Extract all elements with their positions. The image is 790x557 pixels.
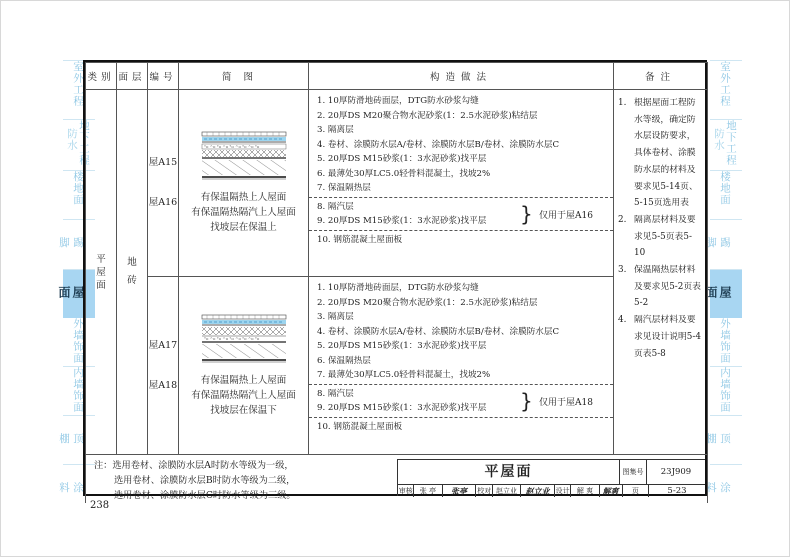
review-label: 审核 <box>398 487 413 495</box>
reviewer-name: 张 亭 <box>414 485 442 497</box>
side-tab-interior-wall[interactable]: 内墙饰面 <box>63 366 95 415</box>
signature-row <box>398 485 705 497</box>
step: 10. 钢筋混凝土屋面板 <box>317 234 403 245</box>
header-diagram: 简图 <box>179 63 309 90</box>
step: 4. 卷材、涂膜防水层A/卷材、涂膜防水层B/卷材、涂膜防水层C <box>317 326 560 337</box>
side-tab-skirting[interactable]: 踢 脚 <box>710 219 742 269</box>
note-line: 选用卷材、涂膜防水层A时防水等级为一级， <box>112 460 294 471</box>
header-remarks: 备注 <box>614 63 708 90</box>
dashed-divider <box>309 384 613 385</box>
side-tab-outdoor[interactable]: 室外工程 <box>63 60 95 119</box>
note-line: 选用卷材、涂膜防水层C时防水等级为三级。 <box>114 490 296 501</box>
header-method: 构造做法 <box>309 63 614 90</box>
method-cell <box>309 90 614 277</box>
side-tab-outdoor[interactable]: 室外工程 <box>710 60 742 119</box>
diagram-cell <box>179 90 309 277</box>
side-tab-ceiling[interactable]: 顶 棚 <box>63 415 95 464</box>
side-tab-floor[interactable]: 楼地面 <box>63 170 95 219</box>
roof-section-diagram <box>201 131 287 183</box>
remark-item: 3. 保温隔热层材料及要求见5-2页表5-2 <box>618 265 701 309</box>
header-category: 类别 <box>86 63 117 90</box>
optional-step-group <box>317 387 613 416</box>
table-row <box>86 90 708 277</box>
proof-label: 校对 <box>477 487 492 495</box>
remarks-list <box>614 90 707 362</box>
dashed-divider <box>309 197 613 198</box>
side-tab-interior-wall[interactable]: 内墙饰面 <box>710 366 742 415</box>
step: 6. 最薄处30厚LC5.0轻骨料混凝土，找坡2% <box>317 168 491 179</box>
header-code: 编号 <box>148 63 179 90</box>
brace-icon: } <box>520 201 533 226</box>
page-label: 页 <box>623 485 649 497</box>
remarks-cell <box>614 90 708 455</box>
svg-text:°o ^o °o ^o °o ^o °o ^o °o: °o ^o °o ^o °o ^o °o ^o °o <box>203 144 259 149</box>
code-label: 屋A18 <box>148 379 178 391</box>
remark-item: 2. 隔离层材料及要求见5-5页表5-10 <box>618 214 696 259</box>
title-block <box>397 459 705 496</box>
construction-table <box>85 62 708 503</box>
remark-item: 4. 隔汽层材料及要求见设计说明5-4页表5-8 <box>618 315 701 359</box>
svg-text:°o ^o °o ^o °o ^o °o ^o °o: °o ^o °o ^o °o ^o °o ^o °o <box>203 335 259 341</box>
table-header-row <box>86 63 708 90</box>
proofer-name: 赵立业 <box>493 485 521 497</box>
dashed-divider <box>309 417 613 418</box>
side-tab-waterproof[interactable]: 防水地下工程 <box>710 119 742 170</box>
side-tab-ceiling[interactable]: 顶 棚 <box>710 415 742 464</box>
step: 9. 20厚DS M15砂浆(1：3水泥砂浆)找平层 <box>317 403 487 413</box>
design-label: 设计 <box>555 487 570 495</box>
step: 10. 钢筋混凝土屋面板 <box>317 421 403 432</box>
page-number: 238 <box>90 500 110 511</box>
surface-cell: 地砖 <box>117 90 148 455</box>
remark-item: 1. 根据屋面工程防水等级，确定防水层设防要求，具体卷材、涂膜防水层的材料及要求见5-14页、5-15页选用表 <box>618 98 698 209</box>
header-surface: 面层 <box>117 63 148 90</box>
code-label: 屋A15 <box>148 157 178 168</box>
designer-signature: 解爽 <box>600 485 623 497</box>
diagram-caption: 有保温隔热上人屋面 有保温隔热隔汽上人屋面 找坡层在保温下 <box>191 374 296 416</box>
code-cell <box>148 277 179 455</box>
optional-note: 仅用于屋A16 <box>539 210 593 221</box>
side-tab-waterproof[interactable]: 防水地下工程 <box>63 119 95 170</box>
step: 8. 隔汽层 <box>317 201 354 212</box>
side-tab-skirting[interactable]: 踢 脚 <box>63 219 95 269</box>
optional-step-group <box>317 200 613 229</box>
step: 3. 隔离层 <box>317 312 354 322</box>
optional-note: 仅用于屋A18 <box>539 397 593 408</box>
drawing-title: 平屋面 <box>484 464 533 480</box>
construction-steps <box>309 90 613 247</box>
step: 2. 20厚DS M20聚合物水泥砂浆(1：2.5水泥砂浆)粘结层 <box>317 110 538 121</box>
step: 8. 隔汽层 <box>317 388 354 399</box>
right-side-tabs <box>704 60 742 513</box>
dashed-divider <box>309 230 613 231</box>
atlas-label: 图集号 <box>619 460 646 484</box>
step: 2. 20厚DS M20聚合物水泥砂浆(1：2.5水泥砂浆)粘结层 <box>317 297 538 308</box>
atlas-number: 23J909 <box>646 460 705 484</box>
construction-steps <box>309 277 613 434</box>
drawing-frame <box>83 60 707 501</box>
side-tab-exterior-wall[interactable]: 外墙饰面 <box>72 318 84 364</box>
diagram-caption: 有保温隔热上人屋面 有保温隔热隔汽上人屋面 找坡层在保温上 <box>191 192 296 233</box>
step: 5. 20厚DS M15砂浆(1：3水泥砂浆)找平层 <box>317 341 487 351</box>
side-tab-exterior-wall[interactable]: 外墙饰面 <box>719 318 731 364</box>
method-cell <box>309 277 614 455</box>
proofer-signature: 赵立业 <box>521 485 555 497</box>
step: 1. 10厚防滑地砖面层，DTG防水砂浆勾缝 <box>317 96 479 106</box>
step: 3. 隔离层 <box>317 125 354 135</box>
page-code: 5-23 <box>667 486 687 496</box>
side-tab-roof[interactable]: 屋 面 <box>710 269 742 318</box>
step: 7. 最薄处30厚LC5.0轻骨料混凝土，找坡2% <box>317 370 491 380</box>
code-label: 屋A16 <box>148 197 178 208</box>
code-cell <box>148 90 179 277</box>
note-line: 选用卷材、涂膜防水层B时防水等级为二级， <box>114 475 296 486</box>
reviewer-signature: 张亭 <box>443 485 477 497</box>
designer-name: 解 爽 <box>571 485 599 497</box>
brace-icon: } <box>520 388 533 413</box>
step: 6. 保温隔热层 <box>317 355 371 366</box>
step: 7. 保温隔热层 <box>317 183 371 193</box>
step: 1. 10厚防滑地砖面层，DTG防水砂浆勾缝 <box>317 283 479 293</box>
code-label: 屋A17 <box>148 339 178 351</box>
step: 4. 卷材、涂膜防水层A/卷材、涂膜防水层B/卷材、涂膜防水层C <box>317 139 560 150</box>
step: 9. 20厚DS M15砂浆(1：3水泥砂浆)找平层 <box>317 216 487 226</box>
side-tab-roof[interactable]: 屋 面 <box>63 269 95 318</box>
side-tab-floor[interactable]: 楼地面 <box>710 170 742 219</box>
diagram-cell <box>179 277 309 455</box>
side-tab-coating[interactable]: 涂 料 <box>710 464 742 513</box>
side-tab-coating[interactable]: 涂 料 <box>63 464 95 513</box>
step: 5. 20厚DS M15砂浆(1：3水泥砂浆)找平层 <box>317 154 487 164</box>
notes-prefix: 注： <box>94 460 113 471</box>
roof-section-diagram <box>201 314 287 366</box>
category-cell: 平屋面 <box>86 90 117 455</box>
